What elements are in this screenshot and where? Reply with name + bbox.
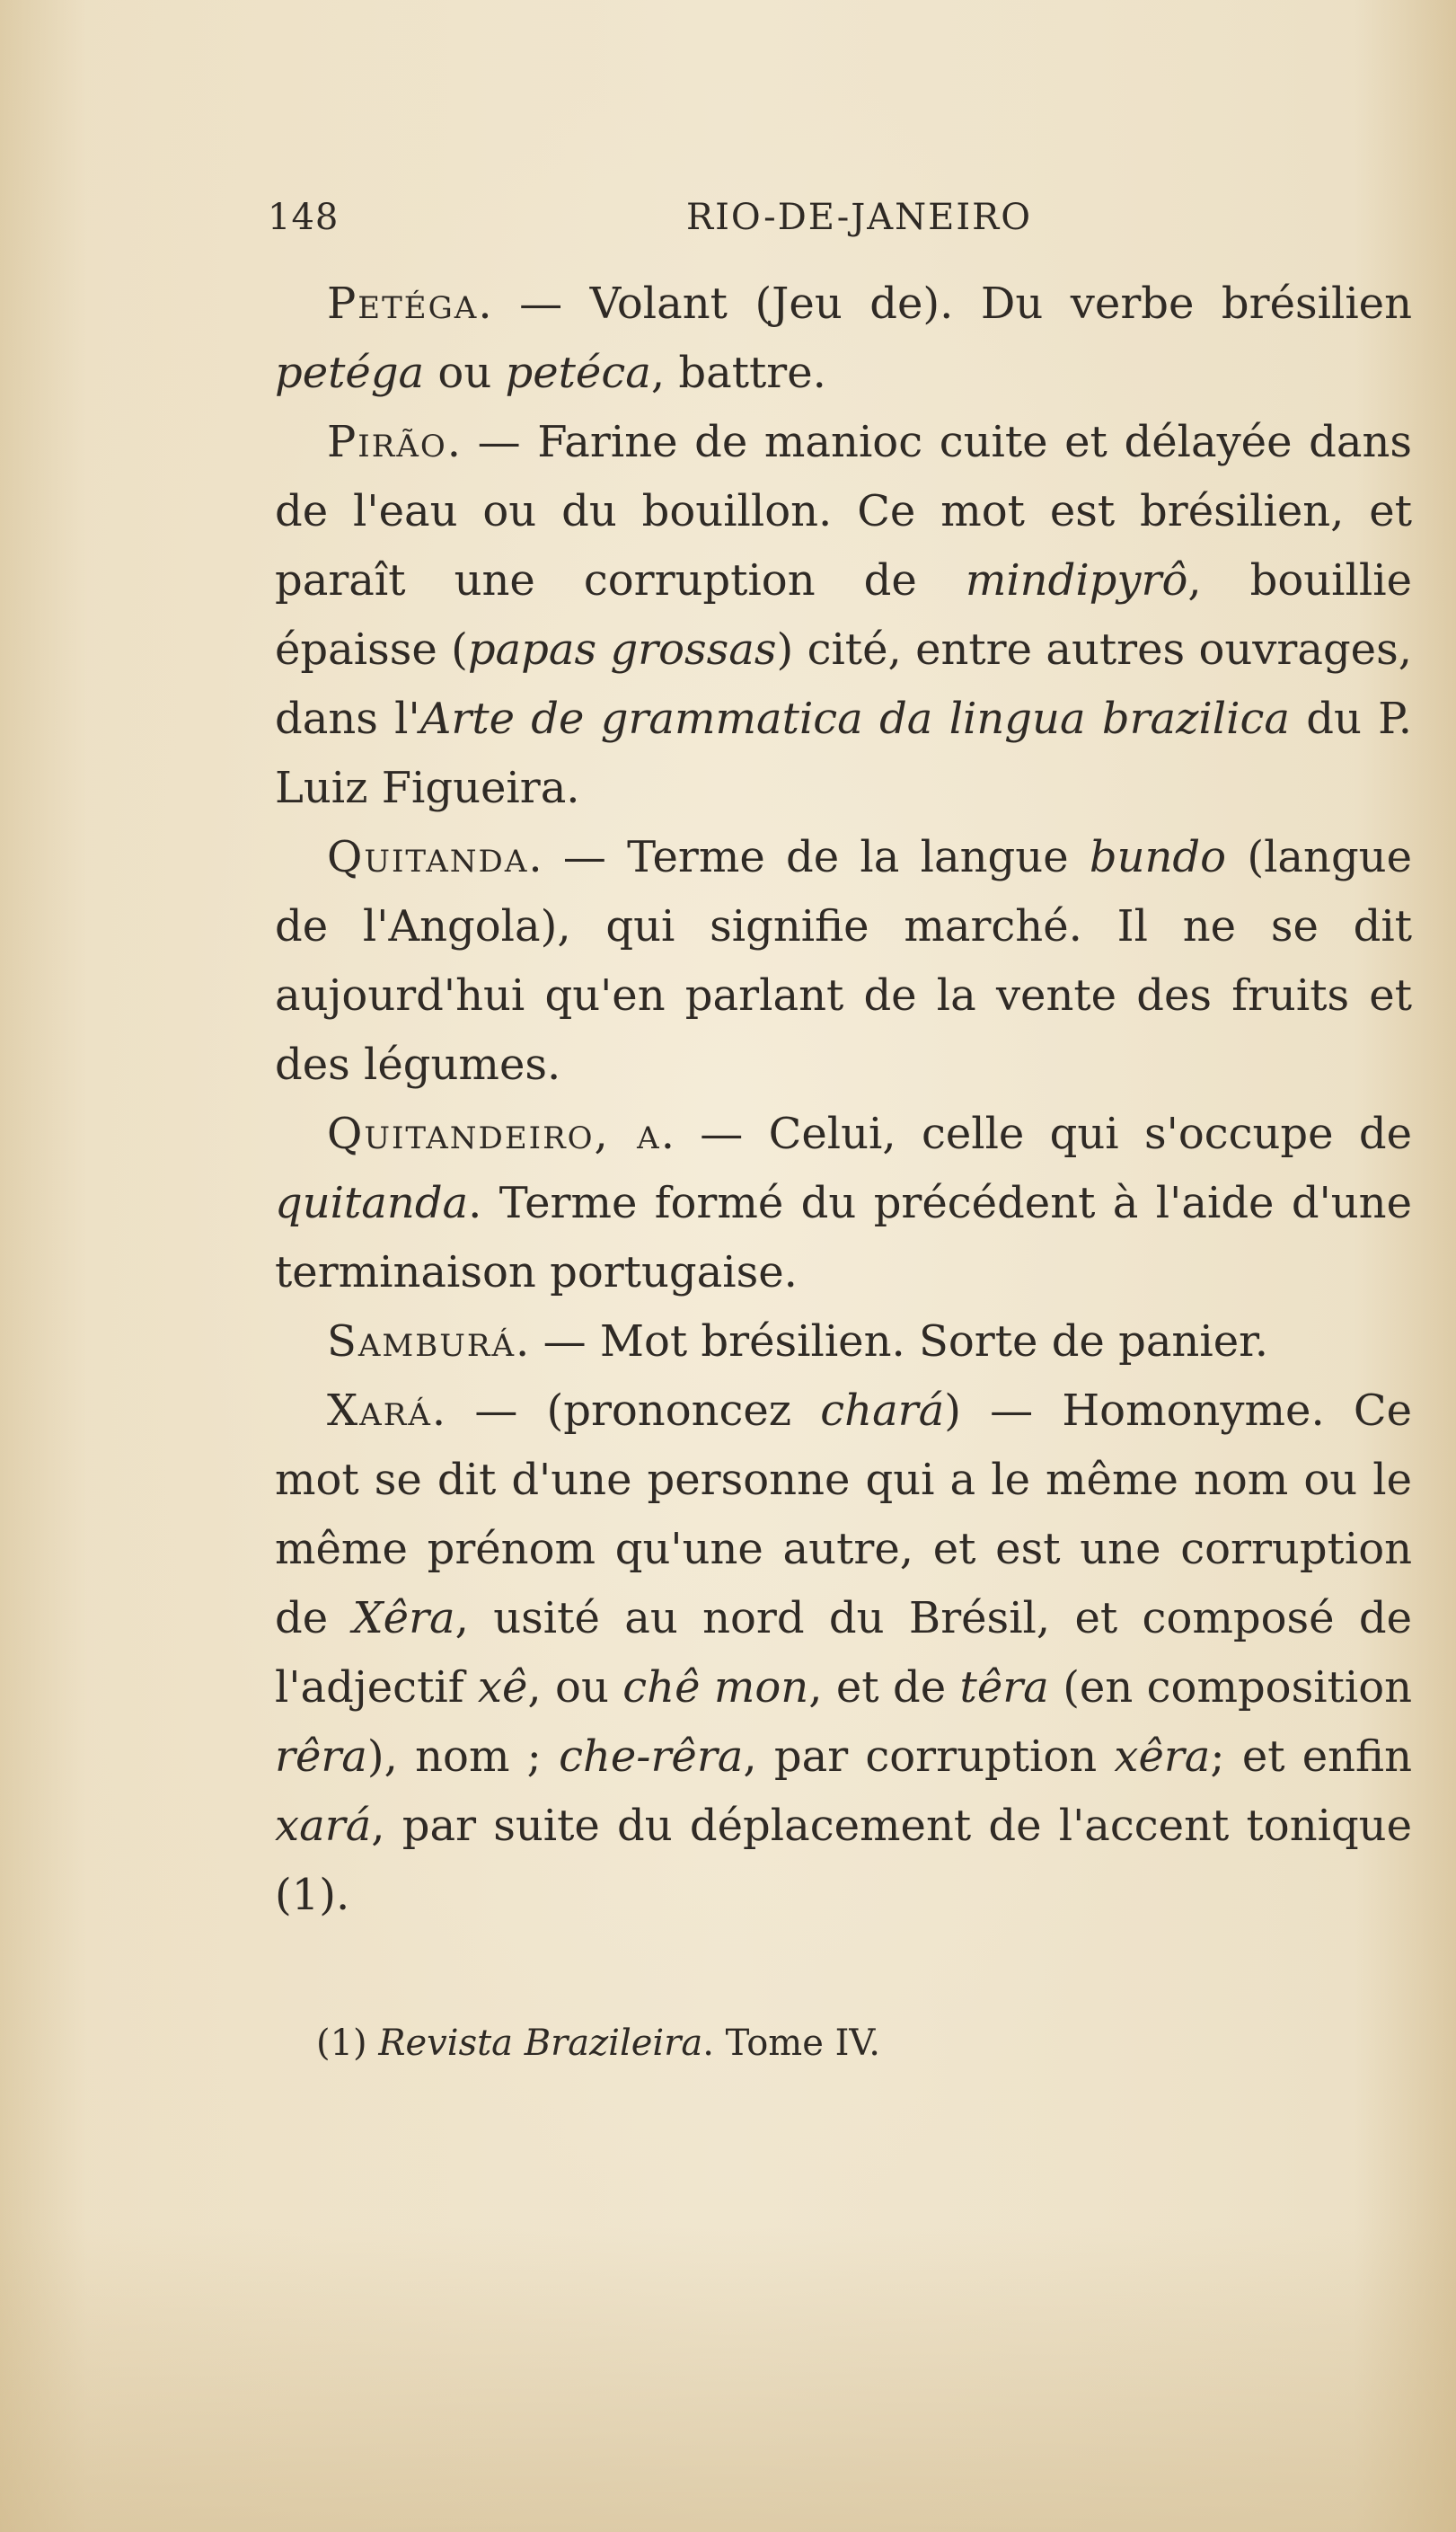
italic-term: xará — [275, 1801, 372, 1851]
entry-text: ) cité, entre autres ouvrages, dans l' — [275, 624, 1412, 744]
italic-term: Arte de grammatica da lingua brazilica — [419, 694, 1290, 744]
entry-text: . — Terme de la langue — [528, 832, 1090, 882]
page-number: 148 — [268, 197, 340, 238]
entry-text: ), nom ; — [366, 1731, 560, 1782]
italic-term: xê — [477, 1662, 528, 1713]
footnote-marker: (1) — [316, 2023, 367, 2064]
entry-text: . — Volant (Jeu de). Du verbe brésilien — [478, 279, 1412, 329]
entry-text: . — Farine de manioc cuite et délayée dans de l'eau ou du bouillon. Ce mot est brésilien, et paraît une corruption de — [275, 417, 1412, 606]
italic-term: papas grossas — [467, 624, 777, 675]
entry-text: du P. Luiz Figueira. — [275, 694, 1413, 813]
footnote — [316, 2016, 1304, 2070]
entry-text: , et de — [808, 1662, 960, 1713]
entry-text: ; et enfin — [1210, 1731, 1412, 1782]
italic-term: mindipyrô — [965, 555, 1188, 606]
entry-text: , bouillie épaisse ( — [275, 555, 1412, 675]
dictionary-entry — [275, 270, 1412, 408]
entry-text: ou — [424, 348, 506, 398]
entry-text: , battre. — [650, 348, 826, 398]
entry-text: . Terme formé du précédent à l'aide d'une terminaison portugaise. — [275, 1178, 1412, 1297]
entry-text: . — Mot brésilien. Sorte de panier. — [516, 1316, 1269, 1367]
entry-text: . — (prononcez — [431, 1386, 821, 1436]
entry-headword: Pirão — [327, 417, 447, 467]
italic-term: têra — [959, 1662, 1049, 1713]
entry-text: (en composition — [1048, 1662, 1413, 1713]
italic-term: chará — [820, 1386, 945, 1436]
entry-text: ) — Homonyme. Ce mot se dit d'une personne qui a le même nom ou le même prénom qu'une autre, et est une corruption de — [275, 1386, 1412, 1643]
running-title: RIO-DE-JANEIRO — [686, 197, 1033, 238]
entry-headword: Quitanda — [327, 832, 529, 882]
dictionary-entries — [275, 270, 1412, 1930]
entry-text: (langue de l'Angola), qui signifie marché. Il ne se dit aujourd'hui qu'en parlant de la vente des fruits et des légumes. — [275, 832, 1412, 1090]
dictionary-entry — [275, 1307, 1412, 1377]
entry-headword: Samburá — [327, 1316, 516, 1367]
italic-term: rêra — [275, 1731, 367, 1782]
entry-headword: Petéga — [327, 279, 479, 329]
entry-text: . — Celui, celle qui s'occupe de — [660, 1109, 1412, 1159]
footnote-rest: . Tome IV. — [702, 2023, 881, 2064]
entry-text: , ou — [527, 1662, 623, 1713]
italic-term: chê mon — [622, 1662, 809, 1713]
italic-term: petéca — [505, 348, 651, 398]
running-head — [268, 190, 1417, 244]
entry-text: , par corruption — [743, 1731, 1115, 1782]
entry-text: , par suite du déplacement de l'accent tonique (1). — [275, 1801, 1412, 1920]
italic-term: xêra — [1114, 1731, 1211, 1782]
italic-term: quitanda — [275, 1178, 469, 1228]
entry-headword: Quitandeiro, a — [327, 1109, 661, 1159]
italic-term: Xêra — [352, 1593, 455, 1643]
dictionary-entry — [275, 823, 1412, 1100]
dictionary-entry — [275, 408, 1412, 823]
entry-headword: Xará — [327, 1386, 432, 1436]
italic-term: bundo — [1089, 832, 1227, 882]
entry-text: , usité au nord du Brésil, et composé de l'adjectif — [275, 1593, 1413, 1713]
footnote-source-title: Revista Brazileira — [378, 2023, 703, 2064]
italic-term: petéga — [275, 348, 425, 398]
italic-term: che-rêra — [559, 1731, 744, 1782]
dictionary-entry — [275, 1377, 1412, 1930]
dictionary-entry — [275, 1100, 1412, 1307]
